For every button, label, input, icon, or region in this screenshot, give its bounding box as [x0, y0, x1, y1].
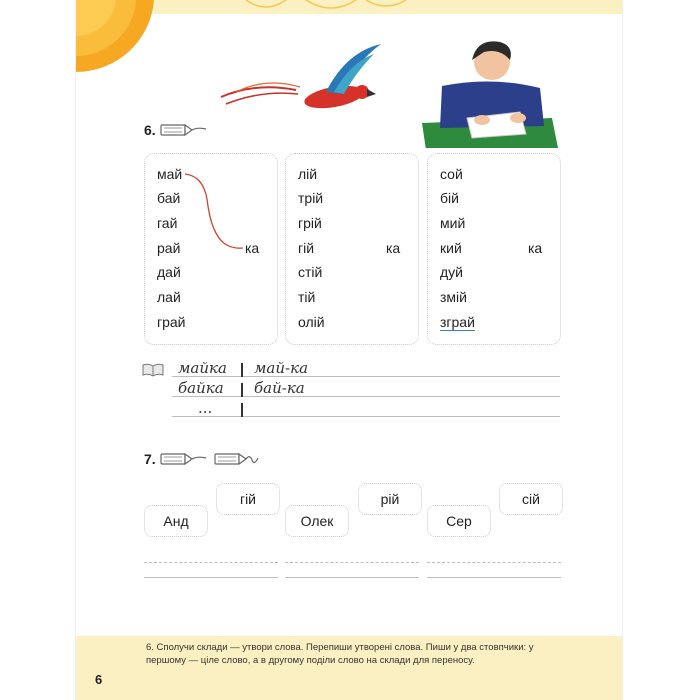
- name-ending-box: рій: [358, 483, 422, 515]
- column-divider: [241, 383, 243, 397]
- writing-rule: [172, 376, 560, 377]
- example-split: бай-ка: [254, 379, 305, 397]
- syllable-column-1: [144, 153, 278, 345]
- syllable: май: [157, 166, 183, 182]
- answer-line[interactable]: [427, 577, 561, 578]
- column-divider: [241, 403, 243, 417]
- answer-line[interactable]: [144, 562, 278, 564]
- workbook-page: [76, 0, 622, 700]
- syllable: сой: [440, 166, 463, 182]
- syllable: бій: [440, 190, 459, 206]
- teacher-instruction: 6. Сполучи склади — утвори слова. Перепиши утворені слова. Пиши у два стовпчики: у першому — ціле слово, а в другому поділи слово на склади для переносу.: [146, 642, 534, 666]
- writing-rule: [172, 416, 560, 417]
- pencil-curve-icon: [214, 452, 262, 466]
- boy-writing-illustration: [422, 38, 562, 148]
- writing-rule: [172, 396, 560, 397]
- syllable-ending: ка: [245, 240, 260, 256]
- name-ending-box: сій: [499, 483, 563, 515]
- syllable: гай: [157, 215, 178, 231]
- parrot-illustration: [216, 42, 386, 122]
- pencil-write-icon: [160, 123, 208, 137]
- name-start-box: Олек: [285, 505, 349, 537]
- answer-line[interactable]: [427, 562, 561, 564]
- sun-decoration-icon: [76, 0, 166, 80]
- example-word: ...: [198, 399, 213, 417]
- syllable: трій: [298, 190, 324, 206]
- open-book-icon: [142, 363, 164, 377]
- name-ending-box: гій: [216, 483, 280, 515]
- syllable: зграй: [440, 314, 475, 330]
- syllable: дуй: [440, 264, 463, 280]
- syllable: тій: [298, 289, 316, 305]
- name-start-box: Анд: [144, 505, 208, 537]
- example-split: май-ка: [254, 359, 309, 377]
- syllable: олій: [298, 314, 325, 330]
- syllable: кий: [440, 240, 462, 256]
- name-start-box: Сер: [427, 505, 491, 537]
- syllable-column-2: [285, 153, 419, 345]
- page-number: 6: [95, 672, 103, 687]
- syllable: мий: [440, 215, 466, 231]
- swirl-decoration-icon: [236, 0, 416, 18]
- syllable: лай: [157, 289, 181, 305]
- syllable-ending: ка: [386, 240, 401, 256]
- answer-line[interactable]: [285, 577, 419, 578]
- syllable: змій: [440, 289, 467, 305]
- answer-line[interactable]: [144, 577, 278, 578]
- syllable: дай: [157, 264, 181, 280]
- exercise-6-number: 6.: [144, 122, 156, 138]
- syllable: рай: [157, 240, 181, 256]
- syllable-column-3: [427, 153, 561, 345]
- syllable: стій: [298, 264, 323, 280]
- syllable-ending: ка: [528, 240, 543, 256]
- pencil-write-icon: [160, 452, 208, 466]
- connecting-line: [145, 154, 277, 344]
- exercise-7-number: 7.: [144, 451, 156, 467]
- syllable: гій: [298, 240, 315, 256]
- syllable: грій: [298, 215, 322, 231]
- syllable: грай: [157, 314, 186, 330]
- answer-line[interactable]: [285, 562, 419, 564]
- example-word: байка: [178, 379, 224, 397]
- column-divider: [241, 363, 243, 377]
- example-word: майка: [178, 359, 227, 377]
- syllable: бай: [157, 190, 181, 206]
- syllable: лій: [298, 166, 318, 182]
